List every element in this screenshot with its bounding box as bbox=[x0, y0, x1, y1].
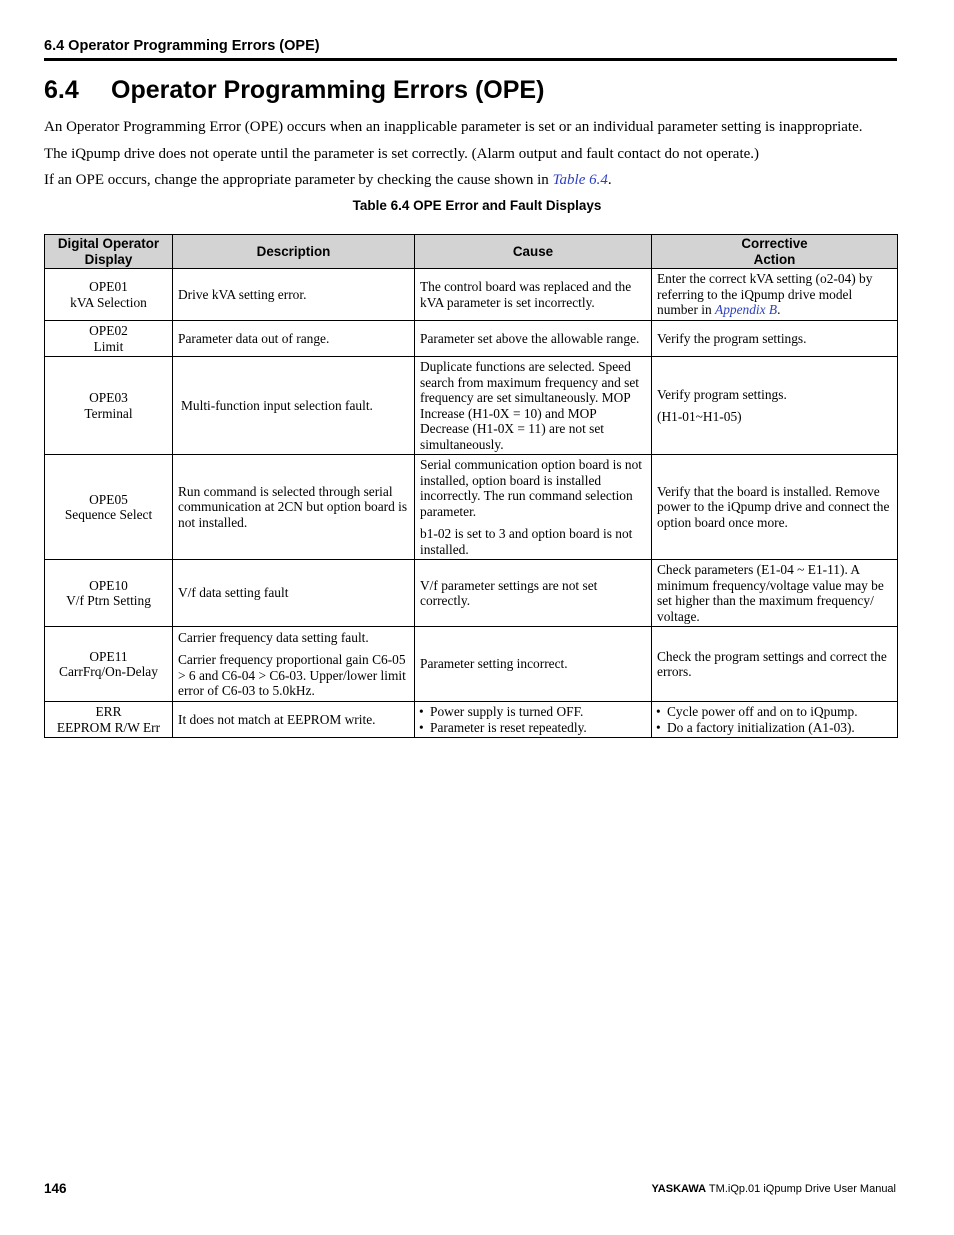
table-row bbox=[45, 455, 898, 560]
action-text: Enter the correct kVA setting (o2-04) by referring to the iQpump drive model number in bbox=[657, 271, 873, 318]
cause-paragraph: b1-02 is set to 3 and option board is not installed. bbox=[420, 526, 633, 557]
description-cell: Multi-function input selection fault. bbox=[173, 357, 415, 455]
description-cell: Drive kVA setting error. bbox=[173, 269, 415, 321]
header-description: Description bbox=[173, 235, 415, 269]
table-row bbox=[45, 560, 898, 627]
cause-cell: V/f parameter settings are not set correctly. bbox=[415, 560, 652, 627]
header-display bbox=[45, 235, 173, 269]
running-header: 6.4 Operator Programming Errors (OPE) bbox=[44, 38, 320, 54]
error-name: EEPROM R/W Err bbox=[56, 719, 161, 735]
action-cell: Check parameters (E1-04 ~ E1-11). A minimum frequency/voltage value may be set higher than the maximum frequency/ voltage. bbox=[652, 560, 898, 627]
error-name: Limit bbox=[93, 338, 124, 354]
display-cell bbox=[45, 455, 173, 560]
action-line: Verify program settings. bbox=[657, 386, 787, 402]
page-number: 146 bbox=[44, 1181, 67, 1196]
intro-p3-prefix: If an OPE occurs, change the appropriate parameter by checking the cause shown in bbox=[44, 172, 553, 188]
error-code: OPE05 bbox=[89, 491, 128, 507]
table-caption: Table 6.4 OPE Error and Fault Displays bbox=[352, 198, 602, 213]
cause-cell bbox=[415, 455, 652, 560]
display-cell bbox=[45, 269, 173, 321]
description-cell: V/f data setting fault bbox=[173, 560, 415, 627]
error-code: OPE11 bbox=[89, 648, 128, 664]
error-code: OPE01 bbox=[89, 279, 128, 294]
header-display-line1: Digital Operator bbox=[57, 236, 160, 251]
intro-paragraph-3 bbox=[44, 172, 612, 189]
header-action-line1: Corrective bbox=[741, 236, 808, 251]
cause-cell: Parameter set above the allowable range. bbox=[415, 321, 652, 357]
ope-error-table bbox=[44, 234, 898, 738]
list-item: • Power supply is turned OFF. bbox=[419, 704, 646, 720]
list-item: • Cycle power off and on to iQpump. bbox=[656, 704, 892, 720]
error-name: kVA Selection bbox=[70, 294, 147, 310]
action-cell: Check the program settings and correct the errors. bbox=[652, 627, 898, 702]
action-line: (H1-01~H1-05) bbox=[657, 409, 742, 424]
action-cell bbox=[652, 269, 898, 321]
cause-cell: Parameter setting incorrect. bbox=[415, 627, 652, 702]
intro-paragraph-2: The iQpump drive does not operate until the parameter is set correctly. (Alarm output and fault contact do not operate.) bbox=[44, 146, 760, 162]
display-cell bbox=[45, 702, 173, 738]
section-number: 6.4 bbox=[44, 76, 79, 104]
cause-cell: The control board was replaced and the kVA parameter is set incorrectly. bbox=[415, 269, 652, 321]
display-cell bbox=[45, 321, 173, 357]
appendix-link[interactable]: Appendix B bbox=[715, 302, 778, 318]
error-code: ERR bbox=[95, 704, 122, 719]
description-cell: Run command is selected through serial communication at 2CN but option board is not installed. bbox=[173, 455, 415, 560]
error-name: V/f Ptrn Setting bbox=[66, 593, 151, 608]
cause-cell bbox=[415, 702, 652, 738]
description-cell bbox=[173, 627, 415, 702]
display-cell bbox=[45, 627, 173, 702]
description-cell: It does not match at EEPROM write. bbox=[173, 702, 415, 738]
table-row bbox=[45, 702, 898, 738]
header-display-line2: Display bbox=[84, 251, 133, 267]
cause-bullet-list bbox=[419, 704, 646, 735]
action-bullet-list bbox=[656, 704, 892, 735]
manual-name: TM.iQp.01 iQpump Drive User Manual bbox=[706, 1183, 896, 1195]
header-action-line2: Action bbox=[753, 251, 796, 267]
table-row bbox=[45, 269, 898, 321]
error-code: OPE02 bbox=[89, 323, 128, 338]
description-paragraph: Carrier frequency proportional gain C6-05 > 6 and C6-04 > C6-03. Upper/lower limit error of C6-03 to 5.0kHz. bbox=[178, 652, 406, 698]
action-suffix: . bbox=[777, 302, 781, 318]
table-row bbox=[45, 321, 898, 357]
section-title bbox=[44, 76, 544, 105]
error-code: OPE03 bbox=[89, 390, 128, 405]
section-title-text: Operator Programming Errors (OPE) bbox=[111, 76, 545, 104]
display-cell bbox=[45, 357, 173, 455]
intro-paragraph-1: An Operator Programming Error (OPE) occurs when an inapplicable parameter is set or an individual parameter setting is inappropriate. bbox=[44, 119, 863, 135]
error-name: Sequence Select bbox=[64, 507, 153, 522]
action-cell: Verify that the board is installed. Remove power to the iQpump drive and connect the option board once more. bbox=[652, 455, 898, 560]
header-action bbox=[652, 235, 898, 269]
table-row bbox=[45, 627, 898, 702]
display-cell bbox=[45, 560, 173, 627]
table-link[interactable]: Table 6.4 bbox=[552, 172, 608, 188]
cause-paragraph: Serial communication option board is not installed, option board is installed incorrectly. The run command selection parameter. bbox=[420, 457, 643, 519]
brand-name: YASKAWA bbox=[651, 1183, 707, 1195]
header-rule bbox=[44, 58, 897, 61]
description-paragraph: Carrier frequency data setting fault. bbox=[178, 629, 369, 645]
action-cell bbox=[652, 357, 898, 455]
error-name: Terminal bbox=[84, 405, 133, 421]
error-name: CarrFrq/On-Delay bbox=[59, 664, 158, 679]
table-header-row bbox=[45, 235, 898, 269]
cause-cell: Duplicate functions are selected. Speed search from maximum frequency and set frequency are set simultaneously. MOP Increase (H1-0X = 10) and MOP Decrease (H1-0X = 11) are not set simultaneously. bbox=[415, 357, 652, 455]
action-cell: Verify the program settings. bbox=[652, 321, 898, 357]
footer-manual-title bbox=[651, 1183, 896, 1195]
header-cause: Cause bbox=[415, 235, 652, 269]
action-cell bbox=[652, 702, 898, 738]
list-item: • Do a factory initialization (A1-03). bbox=[656, 720, 892, 736]
error-code: OPE10 bbox=[89, 577, 128, 593]
description-cell: Parameter data out of range. bbox=[173, 321, 415, 357]
list-item: • Parameter is reset repeatedly. bbox=[419, 720, 646, 736]
intro-p3-suffix: . bbox=[607, 172, 612, 188]
table-row bbox=[45, 357, 898, 455]
